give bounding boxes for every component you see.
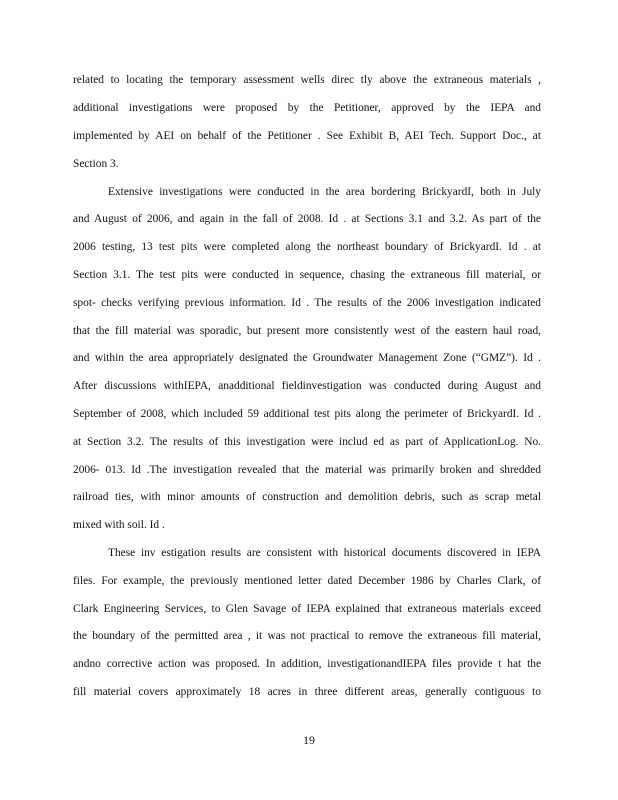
text-line: additional investigations were proposed by the Petitioner, approved by the IEPA and	[73, 102, 541, 114]
text-line: and within the area appropriately designated the Groundwater Management Zone (“GMZ”). Id .	[73, 352, 541, 364]
page-number: 19	[303, 733, 315, 747]
paragraph-first-line: Extensive investigations were conducted in the area bordering BrickyardI, both in July	[108, 186, 541, 198]
text-line: Clark Engineering Services, to Glen Savage of IEPA explained that extraneous materials exceed	[73, 603, 541, 615]
text-line: at Section 3.2. The results of this investigation were includ ed as part of ApplicationLog. No.	[73, 436, 541, 448]
text-line: implemented by AEI on behalf of the Petitioner . See Exhibit B, AEI Tech. Support Doc., at	[73, 130, 541, 142]
text-line: mixed with soil. Id .	[73, 519, 165, 531]
text-line: Section 3.1. The test pits were conducted in sequence, chasing the extraneous fill material, or	[73, 269, 541, 281]
paragraph-first-line: These inv estigation results are consistent with historical documents discovered in IEPA	[108, 547, 541, 559]
text-line: 2006 testing, 13 test pits were completed along the northeast boundary of BrickyardI. Id . at	[73, 241, 541, 253]
text-line: After discussions withIEPA, anadditional fieldinvestigation was conducted during August and	[73, 380, 541, 392]
text-line: fill material covers approximately 18 acres in three different areas, generally contiguous to	[73, 686, 541, 698]
text-line: September of 2008, which included 59 additional test pits along the perimeter of BrickyardI. Id .	[73, 408, 541, 420]
text-line: spot- checks verifying previous information. Id . The results of the 2006 investigation indicated	[73, 297, 541, 309]
text-line: and August of 2006, and again in the fall of 2008. Id . at Sections 3.1 and 3.2. As part of the	[73, 213, 541, 225]
text-line: Section 3.	[73, 158, 119, 170]
text-line: the boundary of the permitted area , it was not practical to remove the extraneous fill material,	[73, 630, 541, 642]
text-line: related to locating the temporary assessment wells direc tly above the extraneous materials ,	[73, 74, 541, 86]
text-line: andno corrective action was proposed. In addition, investigationandIEPA files provide t hat the	[73, 658, 541, 670]
text-line: that the fill material was sporadic, but present more consistently west of the eastern haul road,	[73, 325, 541, 337]
text-line: railroad ties, with minor amounts of construction and demolition debris, such as scrap metal	[73, 491, 541, 503]
text-line: 2006- 013. Id .The investigation revealed that the material was primarily broken and shredded	[73, 464, 541, 476]
text-line: files. For example, the previously mentioned letter dated December 1986 by Charles Clark, of	[73, 575, 541, 587]
